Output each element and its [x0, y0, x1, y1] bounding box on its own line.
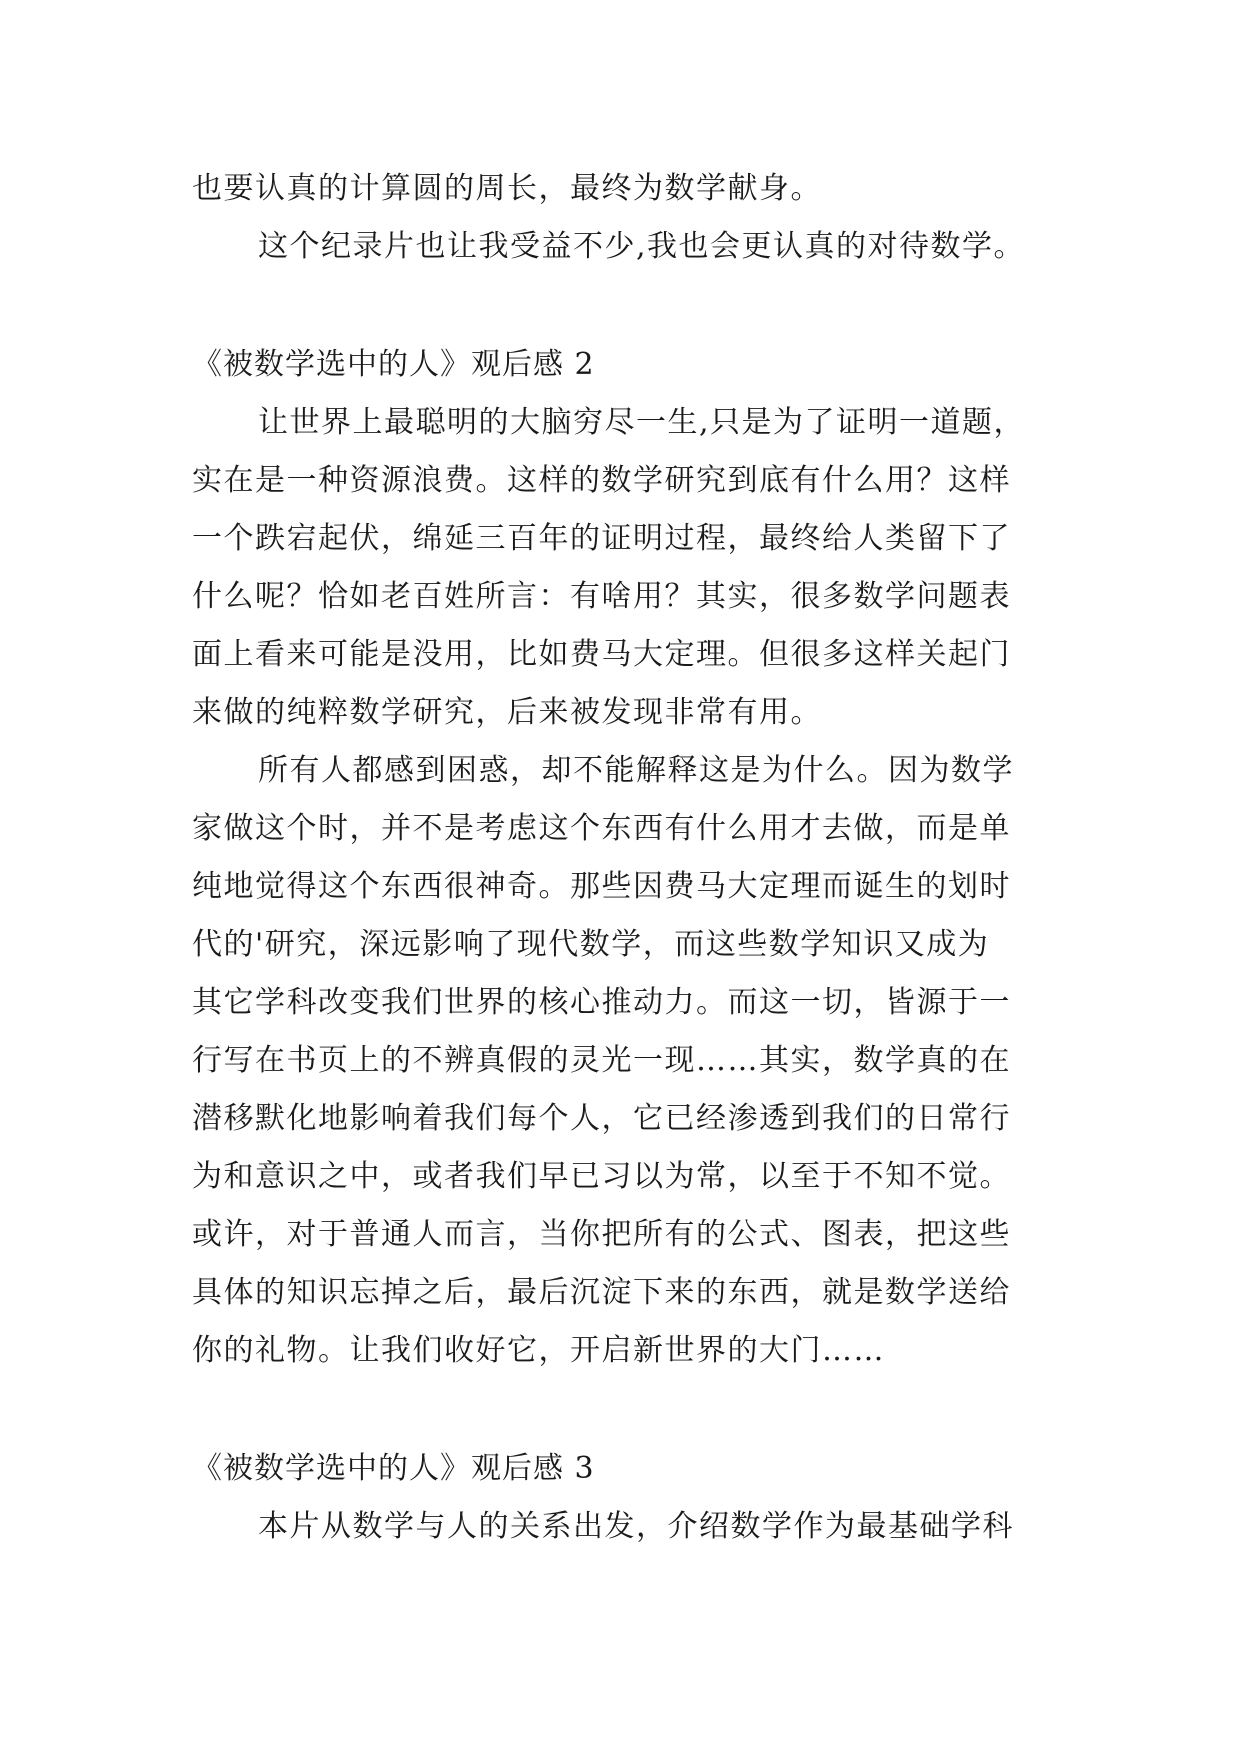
section-gap: [192, 276, 1092, 336]
section-heading: 《被数学选中的人》观后感 2: [192, 347, 595, 382]
section-3: [192, 1440, 1092, 1556]
text-line: 纯地觉得这个东西很神奇。那些因费马大定理而诞生的划时: [192, 869, 1011, 904]
text-line: 来做的纯粹数学研究，后来被发现非常有用。: [192, 695, 822, 730]
text-line: 一个跌宕起伏，绵延三百年的证明过程，最终给人类留下了: [192, 521, 1011, 556]
text-line: 为和意识之中，或者我们早已习以为常，以至于不知不觉。: [192, 1159, 1011, 1194]
text-line: 行写在书页上的不辨真假的灵光一现……其实，数学真的在: [192, 1043, 1011, 1078]
text-line: 实在是一种资源浪费。这样的数学研究到底有什么用？这样: [192, 463, 1011, 498]
text-line: 潜移默化地影响着我们每个人，它已经渗透到我们的日常行: [192, 1101, 1011, 1136]
text-line: 家做这个时，并不是考虑这个东西有什么用才去做，而是单: [192, 811, 1011, 846]
text-line: 其它学科改变我们世界的核心推动力。而这一切，皆源于一: [192, 985, 1011, 1020]
paragraph: [192, 394, 1092, 742]
text-line: 本片从数学与人的关系出发，介绍数学作为最基础学科: [258, 1509, 1014, 1544]
section-gap: [192, 1380, 1092, 1440]
text-line: 或许，对于普通人而言，当你把所有的公式、图表，把这些: [192, 1217, 1011, 1252]
section-2: [192, 336, 1092, 1380]
document-page: [192, 160, 1092, 1556]
text-line: 这个纪录片也让我受益不少,我也会更认真的对待数学。: [258, 229, 1026, 264]
paragraph: [192, 1498, 1092, 1556]
text-line: 你的礼物。让我们收好它，开启新世界的大门……: [192, 1333, 885, 1368]
text-line: 所有人都感到困惑，却不能解释这是为什么。因为数学: [258, 753, 1014, 788]
text-line: 什么呢？恰如老百姓所言：有啥用？其实，很多数学问题表: [192, 579, 1011, 614]
section-1: [192, 160, 1092, 276]
paragraph: [192, 742, 1092, 1380]
section-heading: 《被数学选中的人》观后感 3: [192, 1451, 595, 1486]
text-line: 具体的知识忘掉之后，最后沉淀下来的东西，就是数学送给: [192, 1275, 1011, 1310]
text-line: 也要认真的计算圆的周长，最终为数学献身。: [192, 171, 822, 206]
text-line: 代的'研究，深远影响了现代数学，而这些数学知识又成为: [192, 927, 990, 962]
text-line: 让世界上最聪明的大脑穷尽一生,只是为了证明一道题，: [258, 405, 1026, 440]
text-line: 面上看来可能是没用，比如费马大定理。但很多这样关起门: [192, 637, 1011, 672]
